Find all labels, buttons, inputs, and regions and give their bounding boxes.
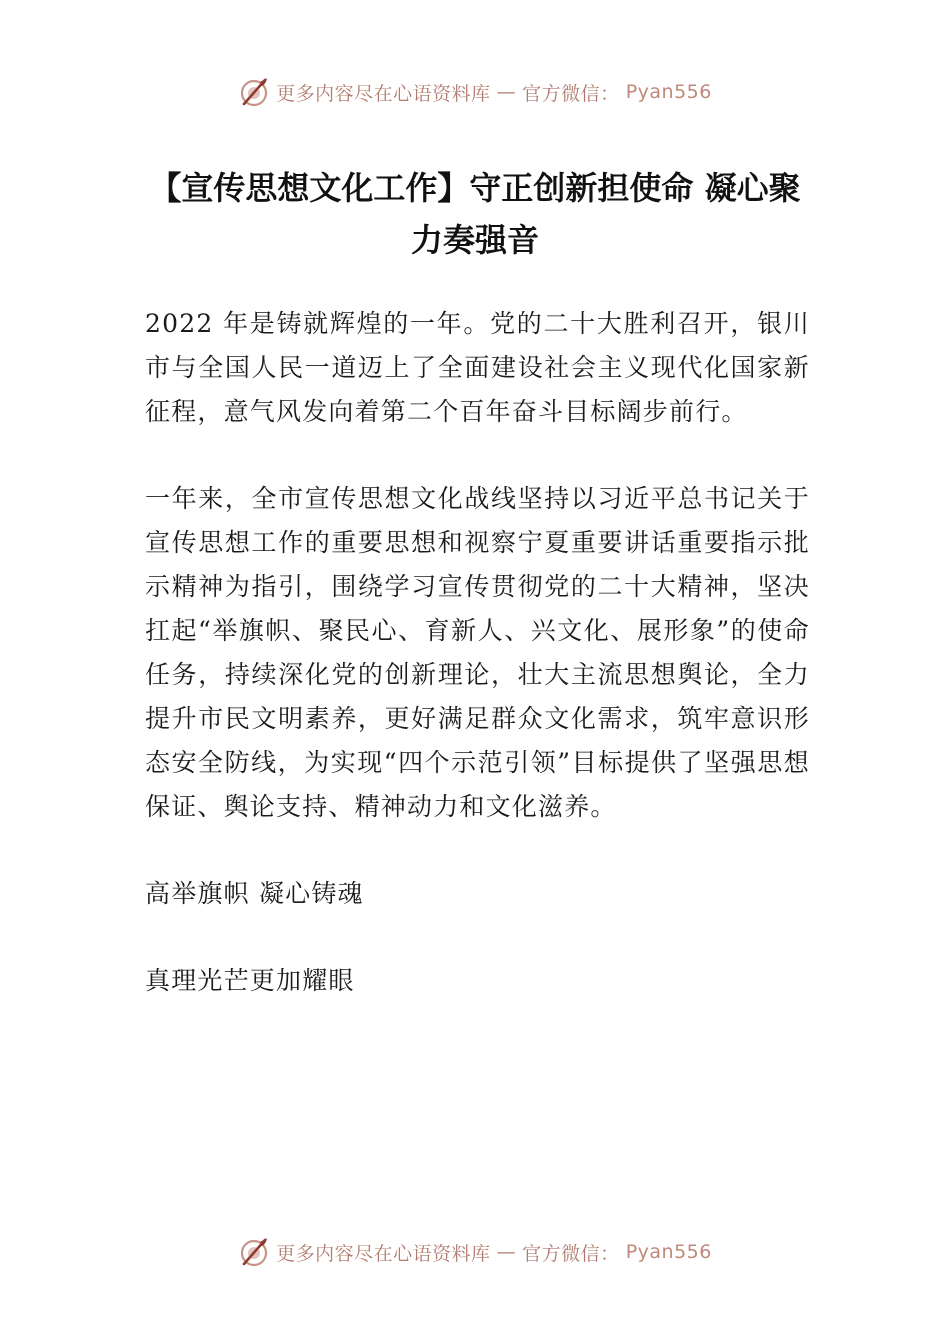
quill-seal-icon	[238, 1236, 270, 1268]
banner-text: 更多内容尽在心语资料库	[276, 82, 491, 105]
quill-seal-icon	[238, 76, 270, 108]
subheading: 真理光芒更加耀眼	[145, 966, 355, 995]
banner-suffix: 官方微信：	[522, 82, 620, 105]
banner-dash: —	[496, 1241, 517, 1263]
paragraph: 2022 年是铸就辉煌的一年。党的二十大胜利召开，银川市与全国人民一道迈上了全面建设社会主义现代化国家新征程，意气风发向着第二个百年奋斗目标阔步前行。	[145, 309, 810, 426]
banner-handle: Pyan556	[625, 1241, 712, 1263]
banner-handle: Pyan556	[625, 81, 712, 103]
banner-dash: —	[496, 81, 517, 103]
section-heading: 高举旗帜 凝心铸魂	[145, 879, 364, 908]
paragraph: 一年来，全市宣传思想文化战线坚持以习近平总书记关于宣传思想工作的重要思想和视察宁夏重要讲话重要指示批示精神为指引，围绕学习宣传贯彻党的二十大精神，坚决扛起“举旗帜、聚民心、育新人、兴文化、展形象”的使命任务，持续深化党的创新理论，壮大主流思想舆论，全力提升市民文明素养，更好满足群众文化需求，筑牢意识形态安全防线，为实现“四个示范引领”目标提供了坚强思想保证、舆论支持、精神动力和文化滋养。	[145, 484, 810, 821]
document-body	[145, 302, 810, 1046]
banner-suffix: 官方微信：	[522, 1242, 620, 1265]
header-banner	[0, 72, 950, 112]
footer-banner	[0, 1232, 950, 1272]
document-title: 【宣传思想文化工作】守正创新担使命 凝心聚力奏强音	[149, 169, 801, 259]
banner-text: 更多内容尽在心语资料库	[276, 1242, 491, 1265]
